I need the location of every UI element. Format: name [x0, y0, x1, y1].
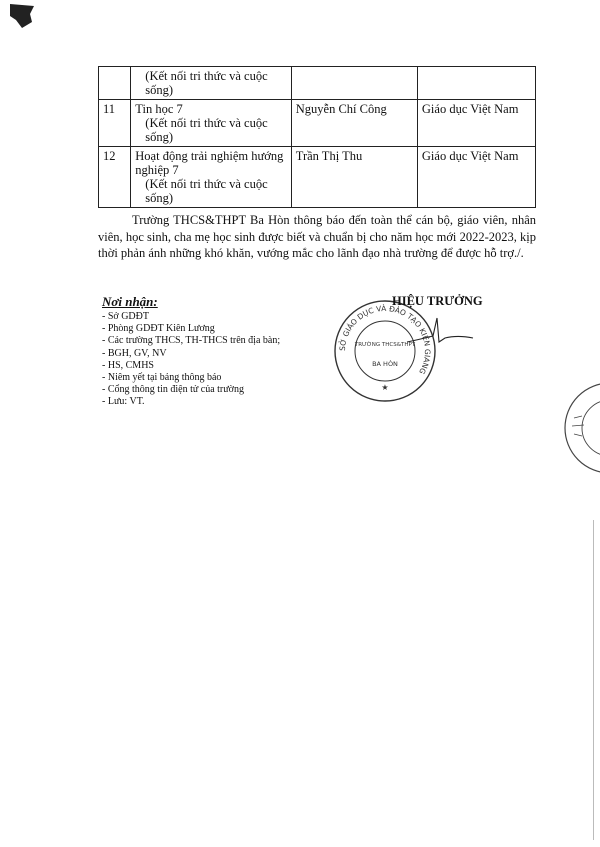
textbook-table — [98, 66, 536, 208]
table-row — [99, 100, 536, 147]
list-item: - Niêm yết tại bảng thông báo — [102, 372, 352, 384]
row-number: 11 — [99, 100, 131, 147]
table-row — [99, 67, 536, 100]
list-item: - Các trường THCS, TH-THCS trên địa bàn; — [102, 335, 352, 347]
list-item: - HS, CMHS — [102, 360, 352, 372]
seal-ring-text: SỞ GIÁO DỤC VÀ ĐÀO TẠO KIÊN GIANG — [337, 303, 433, 376]
book-series: (Kết nối tri thức và cuộc sống) — [145, 116, 268, 144]
book-title: Tin học 7 — [135, 102, 183, 116]
list-item: - Sở GDĐT — [102, 311, 352, 323]
author-cell: Trần Thị Thu — [291, 147, 417, 208]
row-number — [99, 67, 131, 100]
table-row — [99, 147, 536, 208]
list-item: - Lưu: VT. — [102, 396, 352, 408]
list-item: - Phòng GDĐT Kiên Lương — [102, 323, 352, 335]
list-item: - Cổng thông tin điện tử của trường — [102, 384, 352, 396]
punch-mark-icon — [8, 2, 38, 30]
row-number: 12 — [99, 147, 131, 208]
list-item: - BGH, GV, NV — [102, 348, 352, 360]
author-cell: Nguyễn Chí Công — [291, 100, 417, 147]
book-title-cell — [131, 100, 291, 147]
book-series: (Kết nối tri thức và cuộc sống) — [145, 177, 268, 205]
book-title: Hoạt động trải nghiệm hướng nghiệp 7 — [135, 149, 284, 177]
recipients-title: Nơi nhận: — [102, 294, 158, 309]
signature-icon — [405, 312, 475, 352]
recipients-block — [102, 294, 352, 409]
svg-text:★: ★ — [381, 383, 389, 392]
book-title-cell — [131, 147, 291, 208]
page-edge-shadow — [593, 520, 594, 840]
book-series: (Kết nối tri thức và cuộc sống) — [145, 69, 268, 97]
partial-seal-icon — [560, 378, 600, 478]
publisher-cell: Giáo dục Việt Nam — [417, 100, 535, 147]
author-cell — [291, 67, 417, 100]
recipients-list — [102, 311, 352, 409]
seal-bottom-text: BA HÒN — [372, 360, 398, 368]
notice-paragraph: Trường THCS&THPT Ba Hòn thông báo đến toàn thể cán bộ, giáo viên, nhân viên, học sinh, cha mẹ học sinh được biết và chuẩn bị cho năm học mới 2022-2023, kịp thời phản ánh những khó khăn, vướng mắc cho lãnh đạo nhà trường để được hỗ trợ./. — [98, 213, 536, 260]
publisher-cell: Giáo dục Việt Nam — [417, 147, 535, 208]
publisher-cell — [417, 67, 535, 100]
seal-center-text: TRƯỜNG THCS&THPT — [354, 342, 416, 348]
signer-title: HIỆU TRƯỞNG — [392, 294, 483, 308]
book-title-cell — [131, 67, 291, 100]
